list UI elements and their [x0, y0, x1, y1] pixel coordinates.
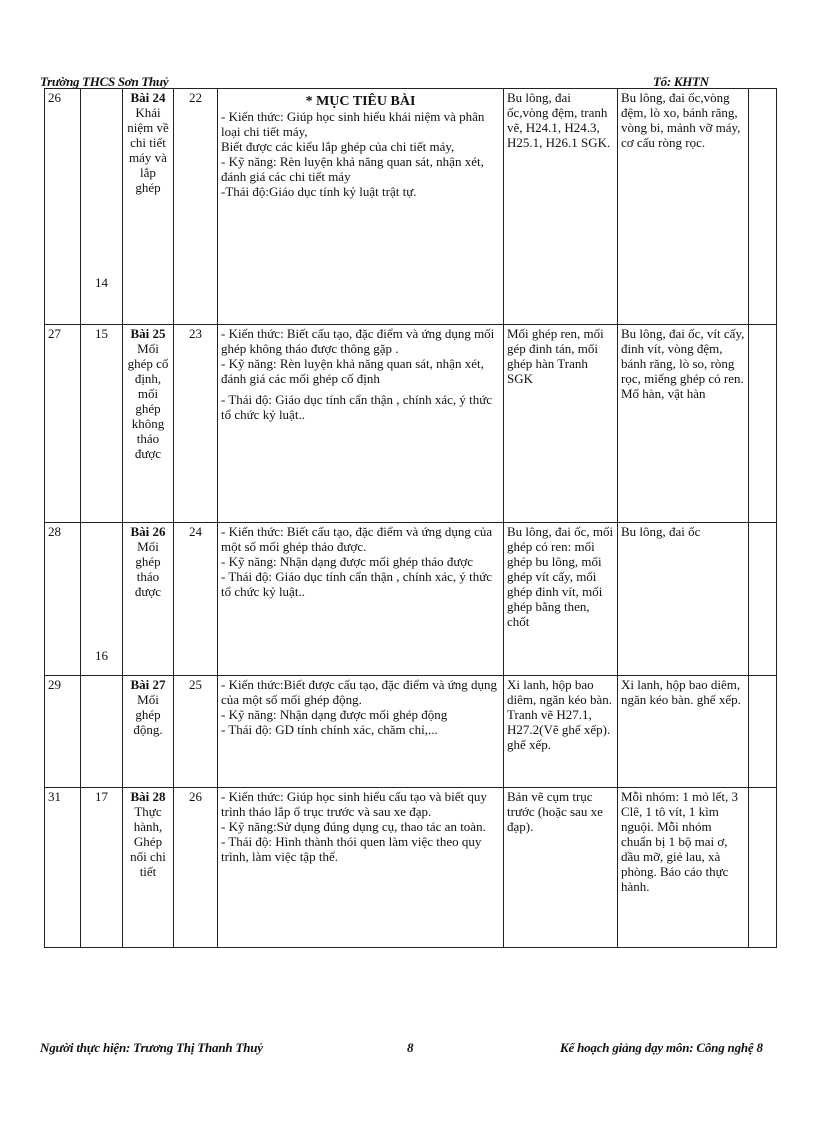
lesson-name: Mối ghép cố định, mối ghép không tháo được	[127, 341, 169, 461]
objective-line: - Kiến thức: Biết cấu tạo, đặc điểm và ứng dụng của một số mối ghép tháo được.	[221, 524, 493, 554]
objectives-cell	[218, 523, 504, 676]
lesson-name: Mối ghép động.	[133, 692, 163, 737]
period-number: 23	[174, 325, 218, 523]
table-row	[45, 788, 777, 948]
plan-title: Kế hoạch giảng dạy môn: Công nghệ 8	[560, 1040, 763, 1055]
row-number: 26	[45, 89, 81, 325]
objectives-cell	[218, 788, 504, 948]
group-name: Tổ: KHTN	[653, 74, 709, 89]
week-number: 17	[81, 788, 123, 948]
lesson-number: Bài 28	[130, 789, 166, 804]
objective-line: - Kỹ năng:Sử dụng đúng dụng cụ, thao tác an toàn.	[221, 819, 486, 834]
page-number: 8	[407, 1040, 414, 1055]
notes-cell	[749, 523, 777, 676]
objective-line: - Thái độ: Hình thành thói quen làm việc theo quy trình, làm việc tập thể.	[221, 834, 482, 864]
objectives-cell	[218, 89, 504, 325]
equipment-cell: Bu lông, đai ốc,vòng đệm, lò xo, bánh răng, vòng bi, mảnh vỡ máy, cơ cấu ròng rọc.	[618, 89, 749, 325]
lesson-number: Bài 26	[130, 524, 166, 539]
lesson-number: Bài 24	[130, 90, 166, 105]
table-row	[45, 523, 777, 676]
lesson-number: Bài 27	[130, 677, 166, 692]
objective-line: - Kỹ năng: Nhận dạng được mối ghép tháo được	[221, 554, 474, 569]
equipment-cell: Mỗi nhóm: 1 mỏ lết, 3 Clê, 1 tô vít, 1 kìm nguội. Mỗi nhóm chuẩn bị 1 bộ mai ơ, dầu mỡ, giẻ lau, xà phòng. Báo cáo thực hành.	[618, 788, 749, 948]
lesson-cell	[123, 325, 174, 523]
equipment-cell: Bu lông, đai ốc	[618, 523, 749, 676]
objectives-cell	[218, 676, 504, 788]
teacher-name: Người thực hiện: Trương Thị Thanh Thuỷ	[40, 1040, 263, 1055]
lesson-cell	[123, 676, 174, 788]
notes-cell	[749, 325, 777, 523]
equipment-cell: Xi lanh, hộp bao diêm, ngăn kéo bàn. ghế xếp.	[618, 676, 749, 788]
objective-line: - Kiến thức: Biết cấu tạo, đặc điểm và ứng dụng mối ghép không tháo được thông gặp .	[221, 326, 495, 356]
lesson-number: Bài 25	[130, 326, 166, 341]
period-number: 26	[174, 788, 218, 948]
table-row	[45, 676, 777, 788]
objective-line: -Thái độ:Giáo dục tính kỷ luật trật tự.	[221, 184, 417, 199]
objective-line: - Kỹ năng: Nhận dạng được mối ghép động	[221, 707, 448, 722]
objective-line: - Kỹ năng: Rèn luyện khả năng quan sát, nhận xét, đánh giá các chi tiết máy	[221, 154, 484, 184]
objective-line: - Thái độ: Giáo dục tính cẩn thận , chính xác, ý thức tổ chức kỷ luật..	[221, 569, 493, 599]
table-row	[45, 325, 777, 523]
lesson-name: Thực hành, Ghép nối chi tiết	[130, 804, 166, 879]
objective-line: - Thái độ: GD tính chính xác, chăm chỉ,...	[221, 722, 438, 737]
materials-cell: Bu lông, đai ốc, mối ghép có ren: mối ghép bu lông, mối ghép vít cấy, mối ghép đinh vít, mối ghép bằng then, chốt	[504, 523, 618, 676]
notes-cell	[749, 676, 777, 788]
period-number: 24	[174, 523, 218, 676]
materials-cell: Mối ghép ren, mối gép đinh tán, mối ghép hàn Tranh SGK	[504, 325, 618, 523]
materials-cell: Xi lanh, hộp bao diêm, ngăn kéo bàn. Tranh vẽ H27.1, H27.2(Vẽ ghế xếp). ghế xếp.	[504, 676, 618, 788]
table-row	[45, 89, 777, 325]
period-number: 22	[174, 89, 218, 325]
period-number: 25	[174, 676, 218, 788]
objective-line: - Kỹ năng: Rèn luyện khả năng quan sát, nhận xét, đánh giá các mối ghép cố định	[221, 356, 484, 386]
notes-cell	[749, 788, 777, 948]
objective-line: - Kiến thức:Biết được cấu tạo, đặc điểm và ứng dụng của một số mối ghép động.	[221, 677, 498, 707]
section-title: * MỤC TIÊU BÀI	[305, 94, 416, 109]
lesson-cell	[123, 89, 174, 325]
lesson-name: Khái niệm về chi tiết máy và lắp ghép	[127, 105, 169, 195]
week-number: 16	[81, 523, 123, 676]
equipment-cell: Bu lông, đai ốc, vít cấy, đinh vít, vòng đệm, bánh răng, lò so, ròng rọc, miếng ghép có ren. Mố hàn, vật hàn	[618, 325, 749, 523]
row-number: 29	[45, 676, 81, 788]
week-number	[81, 676, 123, 788]
materials-cell: Bản vẽ cụm trục trước (hoặc sau xe đạp).	[504, 788, 618, 948]
objective-line: Biết được các kiểu lắp ghép của chi tiết máy,	[221, 139, 455, 154]
row-number: 27	[45, 325, 81, 523]
objective-line: - Kiến thức: Giúp học sinh hiểu khái niệm và phân loại chi tiết máy,	[221, 109, 485, 139]
lesson-name: Mối ghép tháo được	[134, 539, 162, 599]
row-number: 28	[45, 523, 81, 676]
row-number: 31	[45, 788, 81, 948]
objectives-cell	[218, 325, 504, 523]
week-number: 14	[81, 89, 123, 325]
objective-line: - Kiến thức: Giúp học sinh hiểu cấu tạo và biết quy trình tháo lắp ổ trục trước và sau xe đạp.	[221, 789, 487, 819]
school-name: Trường THCS Sơn Thuỷ	[40, 74, 169, 89]
lesson-plan-table	[44, 88, 777, 948]
week-number: 15	[81, 325, 123, 523]
lesson-cell	[123, 523, 174, 676]
lesson-cell	[123, 788, 174, 948]
notes-cell	[749, 89, 777, 325]
materials-cell: Bu lông, đai ốc,vòng đệm, tranh vẽ, H24.1, H24.3, H25.1, H26.1 SGK.	[504, 89, 618, 325]
objective-line: - Thái độ: Giáo dục tính cẩn thận , chính xác, ý thức tổ chức kỷ luật..	[221, 392, 493, 422]
